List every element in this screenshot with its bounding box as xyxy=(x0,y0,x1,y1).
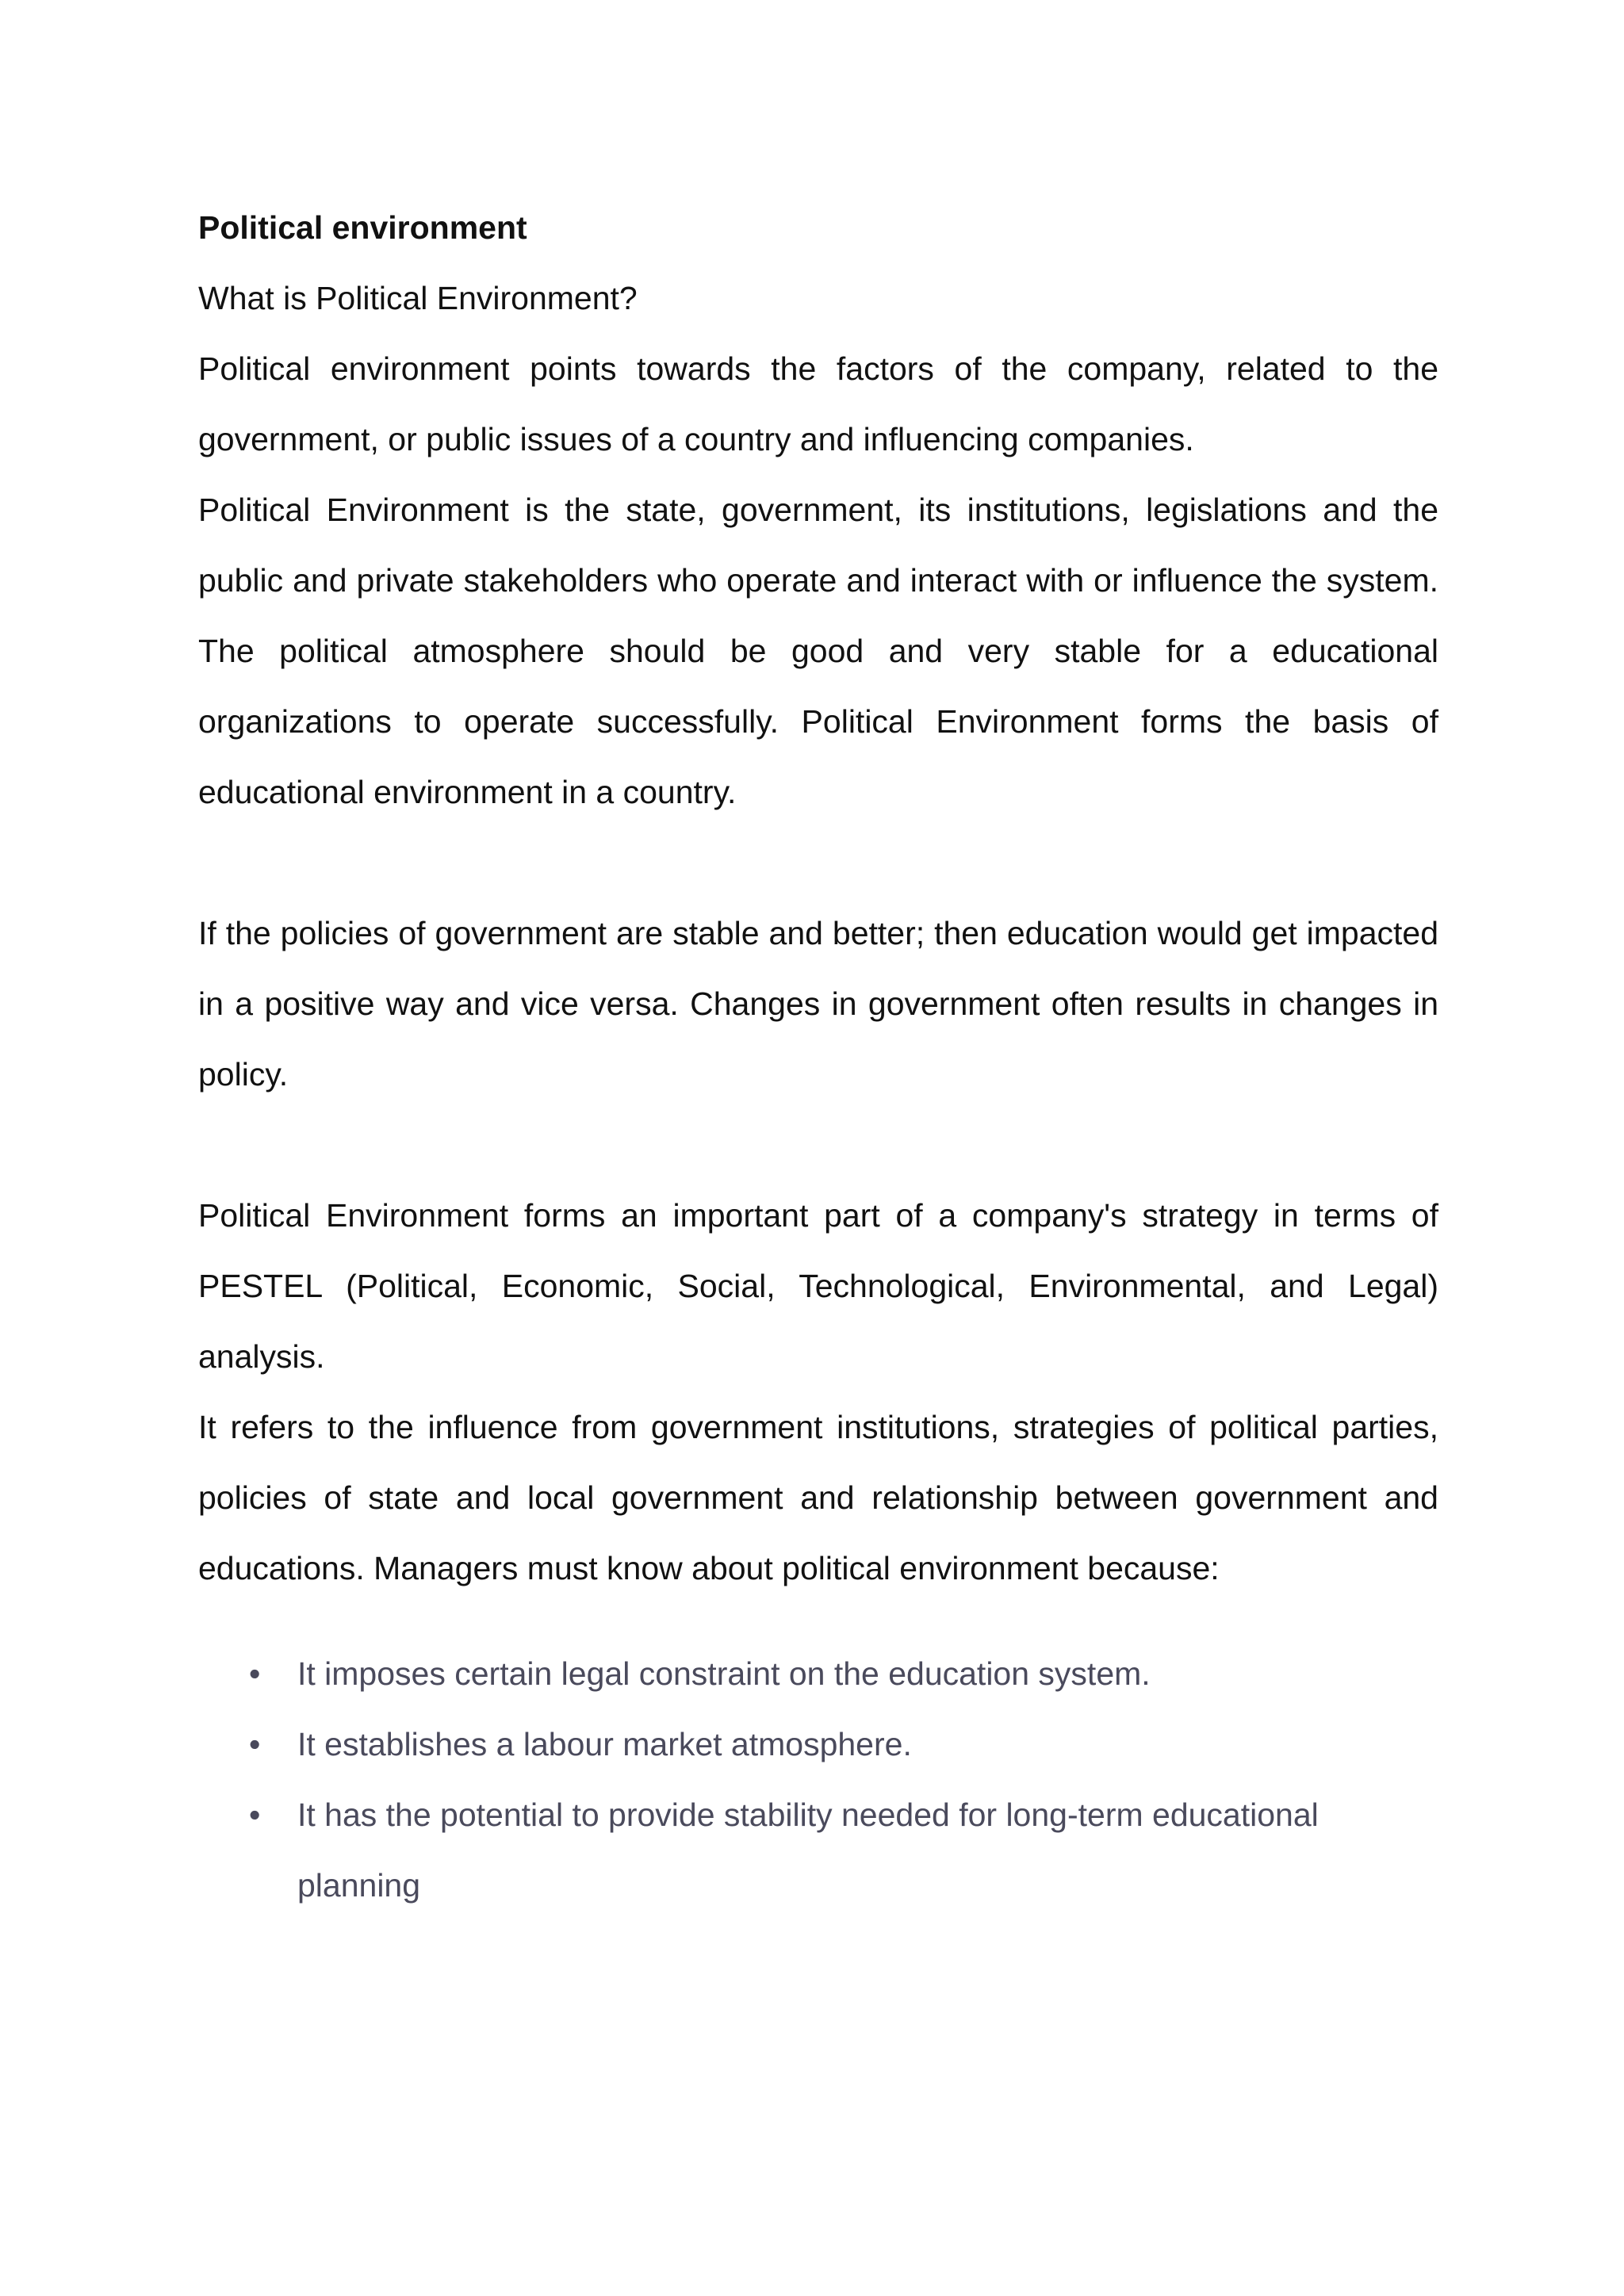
paragraph-influence: It refers to the influence from government institutions, strategies of political parties, policies of state and local government and relationship between government and educations. Managers must know about political environment because: xyxy=(198,1409,1438,1586)
paragraph-spacer xyxy=(198,1110,1438,1181)
question-subheading: What is Political Environment? xyxy=(198,280,638,316)
bullet-icon: • xyxy=(249,1797,261,1833)
paragraph-definition: Political environment points towards the factors of the company, related to the government, or public issues of a country and influencing companies. xyxy=(198,350,1438,457)
list-spacer xyxy=(198,1604,1438,1639)
paragraph-government-policies: If the policies of government are stable and better; then education would get impacted in a positive way and vice versa. Changes in government often results in changes in policy. xyxy=(198,915,1438,1093)
list-item xyxy=(198,1709,1438,1780)
reasons-list xyxy=(198,1639,1438,1921)
list-item-text: It imposes certain legal constraint on the education system. xyxy=(297,1655,1151,1692)
bullet-icon: • xyxy=(249,1655,261,1692)
document-body xyxy=(198,193,1438,1921)
bullet-icon: • xyxy=(249,1726,261,1762)
paragraph-political-environment: Political Environment is the state, government, its institutions, legislations and the public and private stakeholders who operate and interact with or influence the system. The political atmosphere should be good and very stable for a educational organizations to operate successfully. Political Environment forms the basis of educational environment in a country. xyxy=(198,492,1438,810)
section-heading: Political environment xyxy=(198,209,527,246)
list-item-text: It establishes a labour market atmosphere. xyxy=(297,1726,912,1762)
paragraph-pestel: Political Environment forms an important part of a company's strategy in terms of PESTEL (Political, Economic, Social, Technological, Environmental, and Legal) analysis. xyxy=(198,1197,1438,1375)
list-item xyxy=(198,1639,1438,1709)
list-item-text: It has the potential to provide stability needed for long-term educational planning xyxy=(297,1797,1319,1904)
list-item xyxy=(198,1780,1438,1921)
paragraph-spacer xyxy=(198,828,1438,898)
